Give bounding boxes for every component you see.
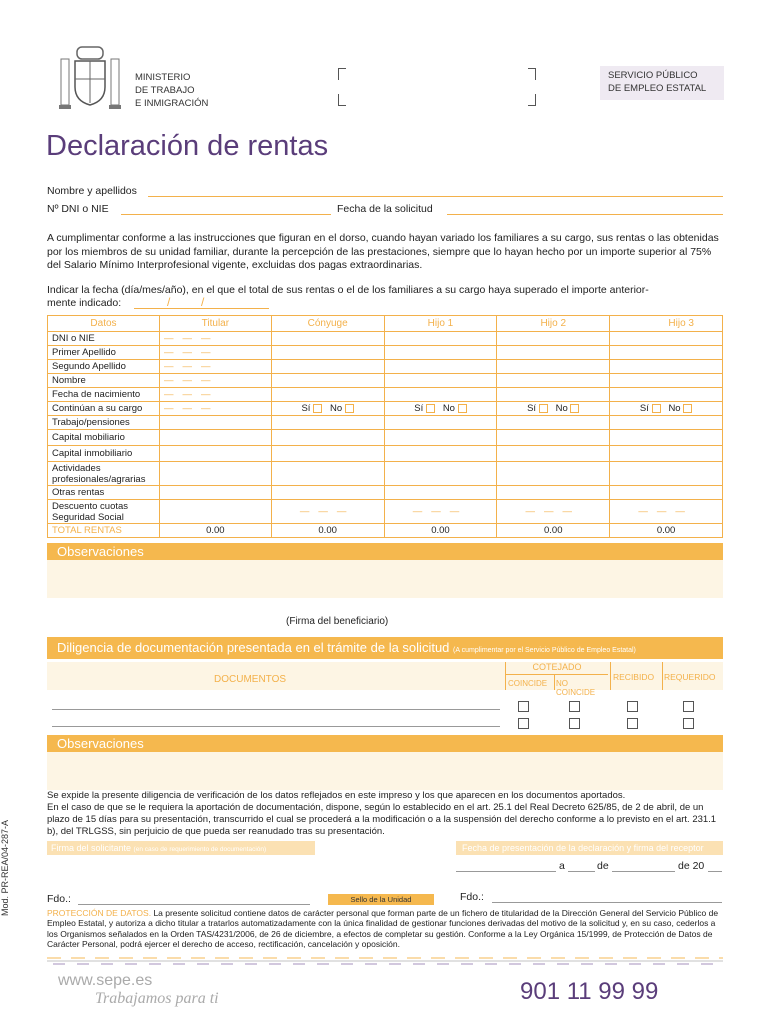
table-cell[interactable]: ———: [159, 388, 271, 402]
row-label: Trabajo/pensiones: [48, 416, 160, 430]
row-label: Descuento cuotas Seguridad Social: [48, 500, 160, 524]
form-code: Mod. PR-REA/04-287-A: [0, 819, 10, 916]
slogan: Trabajamos para ti: [95, 990, 219, 1007]
fdo-field[interactable]: [492, 902, 722, 903]
table-cell[interactable]: [271, 416, 384, 430]
table-cell[interactable]: [610, 360, 723, 374]
table-cell[interactable]: [384, 332, 497, 346]
table-cell[interactable]: [497, 416, 610, 430]
table-cell[interactable]: ———: [159, 360, 271, 374]
name-field[interactable]: [148, 196, 723, 197]
coincide-label: COINCIDE: [508, 679, 548, 688]
fdo-label: Fdo.:: [460, 891, 484, 903]
table-cell[interactable]: [271, 332, 384, 346]
diligencia-note: (A cumplimentar por el Servicio Público de Empleo Estatal): [453, 647, 636, 654]
table-cell[interactable]: ———: [159, 374, 271, 388]
diligencia-title: Diligencia de documentación presentada en el trámite de la solicitud: [57, 640, 450, 655]
table-cell[interactable]: [610, 446, 723, 462]
table-cell[interactable]: [159, 446, 271, 462]
table-cell[interactable]: [271, 462, 384, 486]
table-cell[interactable]: [610, 388, 723, 402]
table-cell[interactable]: [271, 486, 384, 500]
table-cell[interactable]: [159, 462, 271, 486]
yes-checkbox[interactable]: [539, 404, 548, 413]
coincide-checkbox[interactable]: [518, 701, 529, 712]
table-cell[interactable]: [271, 374, 384, 388]
table-cell[interactable]: ———: [159, 402, 271, 416]
stamp-box: [338, 68, 536, 106]
table-cell[interactable]: [384, 346, 497, 360]
date-de: de: [597, 860, 609, 872]
table-cell[interactable]: [159, 500, 271, 524]
row-label: Capital mobiliario: [48, 430, 160, 446]
observaciones-field[interactable]: [47, 752, 723, 790]
date-field[interactable]: [447, 214, 723, 215]
table-header: Hijo 1: [384, 316, 497, 332]
table-header: Titular: [159, 316, 271, 332]
sello-box: Sello de la Unidad: [328, 894, 434, 905]
no-checkbox[interactable]: [570, 404, 579, 413]
table-cell[interactable]: ———: [159, 346, 271, 360]
data-protection-text: [47, 908, 727, 949]
cotejado-box: [505, 662, 608, 697]
ministry-line: MINISTERIO: [135, 72, 191, 83]
total-cell: 0.00: [497, 524, 610, 538]
firma-solicitante-note: (en caso de requerimiento de documentación): [133, 846, 267, 853]
table-cell[interactable]: [497, 462, 610, 486]
ministry-line: DE TRABAJO: [135, 85, 195, 96]
fdo-field[interactable]: [78, 904, 310, 905]
table-cell[interactable]: [384, 430, 497, 446]
table-cell[interactable]: [384, 416, 497, 430]
yes-no-cell: [497, 402, 610, 416]
document-line[interactable]: [52, 709, 500, 710]
no-coincide-label: NO COINCIDE: [556, 679, 596, 697]
firma-solicitante-bar: [47, 841, 315, 855]
fecha-presentacion-bar: Fecha de presentación de la declaración y firma del receptor: [456, 841, 723, 855]
table-header: Hijo 2: [497, 316, 610, 332]
coincide-checkbox[interactable]: [518, 718, 529, 729]
row-label: Capital inmobiliario: [48, 446, 160, 462]
data-protection-body: La presente solicitud contiene datos de carácter personal que forman parte de un fichero de titularidad de la Dirección General del Servicio Público de Empleo Estatal, y autoriza a dicho titular a tratarlos automatizadamente con la única finalidad de gestionar funciones derivadas del motivo de la solicitud y, en su caso, cederlos a los Organismos señalados en la Orden TAS/4231/2006, de 26 de diciembre, a efectos de completar su gestión. Conforme a la Ley Orgánica 15/1999, de Protección de Datos de Carácter Personal, podrá ejercer el derecho de acceso, rectificación, cancelación y oposición.: [47, 908, 719, 949]
table-cell[interactable]: [271, 430, 384, 446]
diligencia-header: [47, 637, 723, 659]
table-cell[interactable]: [610, 346, 723, 360]
observaciones-field[interactable]: [47, 560, 723, 598]
table-cell[interactable]: [497, 332, 610, 346]
table-cell[interactable]: [384, 388, 497, 402]
legal-text-2: En el caso de que se le requiera la aportación de documentación, dispone, según lo establecido en el art. 25.1 del Real Decreto 625/85, de 2 de abril, de un plazo de 15 días para su presentación, transcurrido el cual se procederá a la modificación o a la suspensión del derecho conforme a lo previsto en el art. 231.1 b), del TRLGSS, sin perjuicio de que pueda ser reanudado tras su presentación.: [47, 802, 717, 837]
row-label: Continúan a su cargo: [48, 402, 160, 416]
firma-beneficiario: (Firma del beneficiario): [286, 616, 389, 627]
yes-label: Sí: [639, 403, 649, 414]
ministry-name: [135, 71, 208, 110]
recibido-label: RECIBIDO: [613, 672, 655, 682]
requerido-checkbox[interactable]: [683, 718, 694, 729]
place-field[interactable]: [456, 871, 556, 872]
service-line: SERVICIO PÚBLICO: [608, 70, 698, 81]
row-label: Primer Apellido: [48, 346, 160, 360]
table-cell[interactable]: [159, 416, 271, 430]
row-label: Actividades profesionales/agrarias: [48, 462, 160, 486]
no-coincide-checkbox[interactable]: [569, 718, 580, 729]
row-label: Fecha de nacimiento: [48, 388, 160, 402]
no-label: No: [442, 403, 455, 414]
row-label: TOTAL RENTAS: [48, 524, 160, 538]
no-checkbox[interactable]: [345, 404, 354, 413]
requerido-label: REQUERIDO: [664, 672, 716, 682]
phone-number: 901 11 99 99: [520, 978, 659, 1005]
yes-checkbox[interactable]: [426, 404, 435, 413]
table-cell[interactable]: [384, 446, 497, 462]
table-header: Cónyuge: [271, 316, 384, 332]
year-field[interactable]: [708, 871, 722, 872]
table-cell[interactable]: [497, 486, 610, 500]
month-field[interactable]: [612, 871, 675, 872]
table-cell[interactable]: [610, 332, 723, 346]
fdo-label: Fdo.:: [47, 893, 71, 905]
date-label: Fecha de la solicitud: [337, 203, 433, 215]
table-cell[interactable]: [271, 346, 384, 360]
document-line[interactable]: [52, 726, 500, 727]
table-cell[interactable]: ———: [159, 332, 271, 346]
yes-no-cell: [610, 402, 723, 416]
yes-checkbox[interactable]: [652, 404, 661, 413]
date-question: Indicar la fecha (día/mes/año), en el que el total de sus rentas o el de los familiares a su cargo haya superado el importe anterior-: [47, 284, 649, 296]
row-label: DNI o NIE: [48, 332, 160, 346]
total-cell: 0.00: [610, 524, 723, 538]
cotejado-label: COTEJADO: [506, 662, 608, 675]
table-cell[interactable]: ———: [610, 500, 723, 524]
table-cell[interactable]: [610, 430, 723, 446]
yes-no-cell: [271, 402, 384, 416]
observaciones-header: Observaciones: [47, 543, 723, 560]
table-header: Hijo 3: [610, 316, 723, 332]
table-cell[interactable]: [271, 388, 384, 402]
income-table: [47, 315, 723, 538]
table-cell[interactable]: [497, 430, 610, 446]
no-label: No: [668, 403, 681, 414]
table-cell[interactable]: [271, 446, 384, 462]
ministry-line: E INMIGRACIÓN: [135, 98, 209, 109]
decorative-chain-icon: [47, 954, 723, 968]
table-cell[interactable]: [497, 360, 610, 374]
table-cell[interactable]: [610, 462, 723, 486]
total-cell: 0.00: [271, 524, 384, 538]
date-question-2: mente indicado:: [47, 297, 122, 309]
table-cell[interactable]: [610, 486, 723, 500]
table-cell[interactable]: [384, 486, 497, 500]
recibido-checkbox[interactable]: [627, 718, 638, 729]
table-cell[interactable]: [610, 416, 723, 430]
intro-text: A cumplimentar conforme a las instrucciones que figuran en el dorso, cuando hayan variado los familiares a su cargo, sus rentas o las obtenidas por los miembros de su unidad familiar, durante la percepción de las prestaciones, siempre que lo hayan hecho por un importe superior al 75% del Salario Mínimo Interprofesional vigente, excluidas dos pagas extraordinarias.: [47, 232, 719, 271]
table-cell[interactable]: [159, 486, 271, 500]
page-title: Declaración de rentas: [46, 130, 329, 162]
name-label: Nombre y apellidos: [47, 185, 137, 197]
row-label: Otras rentas: [48, 486, 160, 500]
service-line: DE EMPLEO ESTATAL: [608, 83, 707, 94]
table-cell[interactable]: ———: [497, 500, 610, 524]
row-label: Segundo Apellido: [48, 360, 160, 374]
date-de20: de 20: [678, 860, 705, 872]
firma-solicitante-label: Firma del solicitante: [51, 843, 132, 853]
table-cell[interactable]: [497, 388, 610, 402]
no-coincide-checkbox[interactable]: [569, 701, 580, 712]
recibido-checkbox[interactable]: [627, 701, 638, 712]
date-slash: /: [201, 295, 205, 309]
no-label: No: [330, 403, 343, 414]
total-cell: 0.00: [384, 524, 497, 538]
row-label: Nombre: [48, 374, 160, 388]
table-cell[interactable]: [497, 446, 610, 462]
table-cell[interactable]: [271, 360, 384, 374]
table-cell[interactable]: [497, 374, 610, 388]
documentos-label: DOCUMENTOS: [214, 674, 287, 685]
table-cell[interactable]: [384, 462, 497, 486]
table-header: Datos: [48, 316, 160, 332]
table-cell[interactable]: [497, 346, 610, 360]
requerido-checkbox[interactable]: [683, 701, 694, 712]
table-cell[interactable]: [384, 360, 497, 374]
no-checkbox[interactable]: [683, 404, 692, 413]
table-cell[interactable]: [159, 430, 271, 446]
no-checkbox[interactable]: [458, 404, 467, 413]
date-a: a: [559, 860, 565, 872]
table-cell[interactable]: [384, 374, 497, 388]
yes-no-cell: [384, 402, 497, 416]
website-url: www.sepe.es: [58, 972, 153, 989]
date-slash: /: [167, 295, 171, 309]
yes-checkbox[interactable]: [313, 404, 322, 413]
table-cell[interactable]: [610, 374, 723, 388]
service-box: [600, 66, 724, 100]
yes-label: Sí: [527, 403, 537, 414]
dni-field[interactable]: [121, 214, 331, 215]
day-field[interactable]: [568, 871, 595, 872]
table-cell[interactable]: ———: [271, 500, 384, 524]
coat-of-arms-icon: [55, 45, 125, 113]
table-cell[interactable]: ———: [384, 500, 497, 524]
observaciones-header: Observaciones: [47, 735, 723, 752]
dni-label: Nº DNI o NIE: [47, 203, 109, 215]
yes-label: Sí: [301, 403, 311, 414]
data-protection-label: PROTECCIÓN DE DATOS.: [47, 908, 152, 918]
yes-label: Sí: [414, 403, 424, 414]
no-label: No: [555, 403, 568, 414]
total-cell: 0.00: [159, 524, 271, 538]
legal-text-1: Se expide la presente diligencia de verificación de los datos reflejados en este impreso y los que aparecen en los documentos aportados.: [47, 790, 626, 801]
